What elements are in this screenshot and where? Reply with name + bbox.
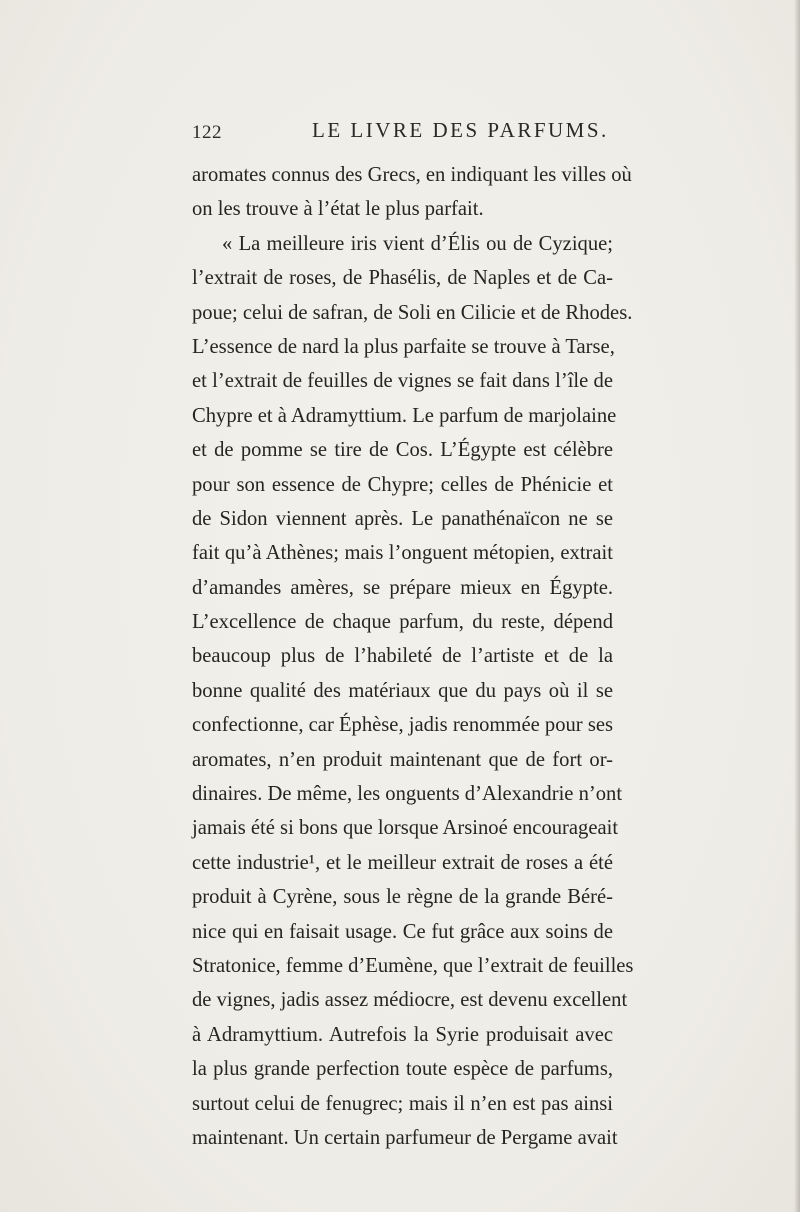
text-line: pour son essence de Chypre; celles de Phénicie et	[192, 473, 613, 496]
text-line: aromates connus des Grecs, en indiquant les villes où	[192, 164, 632, 186]
text-line: produit à Cyrène, sous le règne de la grande Béré-	[192, 886, 613, 909]
text-line: dinaires. De même, les onguents d’Alexandrie n’ont	[192, 783, 623, 806]
text-line: la plus grande perfection toute espèce de parfums,	[192, 1058, 613, 1081]
text-line: maintenant. Un certain parfumeur de Pergame avait	[192, 1126, 618, 1149]
text-line: surtout celui de fenugrec; mais il n’en est pas ainsi	[192, 1092, 613, 1115]
text-line: on les trouve à l’état le plus parfait.	[192, 198, 484, 221]
text-line: L’excellence de chaque parfum, du reste, dépend	[192, 611, 613, 634]
text-line: d’amandes amères, se prépare mieux en Égypte.	[192, 576, 613, 599]
body-text	[192, 158, 634, 1155]
text-line: « La meilleure iris vient d’Élis ou de Cyzique;	[222, 232, 613, 255]
page-number: 122	[192, 122, 222, 143]
text-line: aromates, n’en produit maintenant que de fort or-	[192, 748, 613, 771]
text-line: poue; celui de safran, de Soli en Cilicie et de Rhodes.	[192, 301, 633, 324]
text-line: nice qui en faisait usage. Ce fut grâce aux soins de	[192, 920, 613, 943]
text-line: cette industrie¹, et le meilleur extrait de roses a été	[192, 851, 613, 874]
text-line: à Adramyttium. Autrefois la Syrie produisait avec	[192, 1023, 613, 1046]
page-edge-shadow	[794, 0, 800, 1212]
text-line: bonne qualité des matériaux que du pays où il se	[192, 679, 613, 702]
text-line: et l’extrait de feuilles de vignes se fait dans l’île de	[192, 370, 613, 393]
text-line: de vignes, jadis assez médiocre, est devenu excellent	[192, 989, 628, 1012]
text-line: jamais été si bons que lorsque Arsinoé encourageait	[192, 817, 619, 840]
text-line: fait qu’à Athènes; mais l’onguent métopien, extrait	[192, 542, 613, 565]
text-line: L’essence de nard la plus parfaite se trouve à Tarse,	[192, 335, 615, 358]
running-header	[192, 118, 612, 148]
text-line: Stratonice, femme d’Eumène, que l’extrait de feuilles	[192, 954, 634, 977]
text-line: beaucoup plus de l’habileté de l’artiste et de la	[192, 645, 613, 668]
text-line: confectionne, car Éphèse, jadis renommée pour ses	[192, 714, 613, 737]
text-line: et de pomme se tire de Cos. L’Égypte est célèbre	[192, 439, 613, 462]
text-line: Chypre et à Adramyttium. Le parfum de marjolaine	[192, 404, 617, 427]
text-line: de Sidon viennent après. Le panathénaïcon ne se	[192, 507, 613, 530]
text-line: l’extrait de roses, de Phasélis, de Naples et de Ca-	[192, 267, 613, 290]
running-title: LE LIVRE DES PARFUMS.	[312, 118, 609, 142]
